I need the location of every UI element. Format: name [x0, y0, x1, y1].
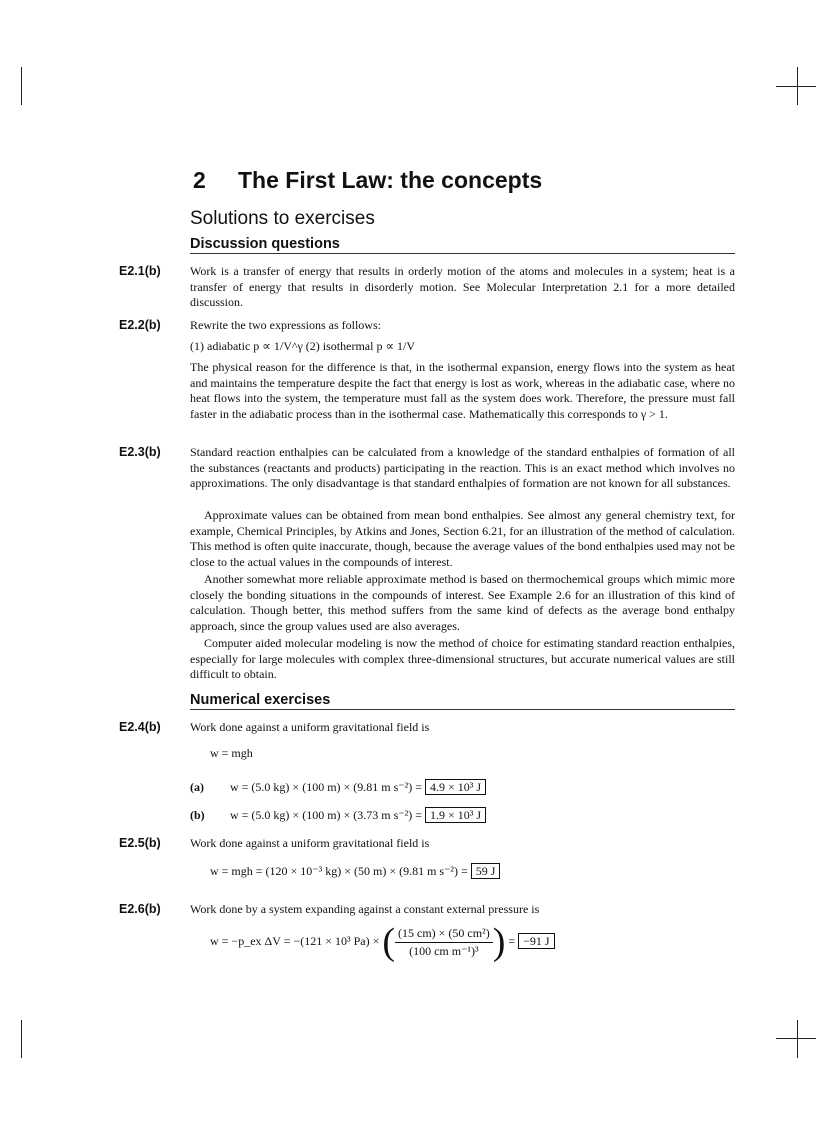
equation-lhs: w = (5.0 kg) × (100 m) × (9.81 m s⁻²) = [230, 780, 422, 794]
result-box: −91 J [518, 933, 554, 949]
exercise-label: E2.2(b) [119, 318, 161, 332]
crop-mark [797, 1020, 798, 1058]
fraction-numerator: (15 cm) × (50 cm²) [395, 926, 493, 943]
page-subtitle: Solutions to exercises [190, 208, 375, 229]
equation-label: (a) [190, 780, 204, 794]
exercise-paragraph: Standard reaction enthalpies can be calculated from a knowledge of the standard enthalpies of formation of all the substances (reactants and products) participating in the reaction. This is an exact method which involves no approximations. The only disadvantage is that standard enthalpies of formation are not known for all substances. [190, 445, 735, 491]
exercise-label: E2.5(b) [119, 836, 161, 850]
equation [230, 808, 486, 823]
equation-lhs: w = mgh = (120 × 10⁻³ kg) × (50 m) × (9.81 m s⁻²) = [210, 864, 468, 878]
chapter-number: 2 [193, 167, 206, 193]
crop-mark [21, 1020, 22, 1058]
exercise-text: The physical reason for the difference is that, in the isothermal expansion, energy flows into the system as heat and maintains the temperature despite the fact that energy is lost as work, whereas in the adiabatic case, where no heat flows into the system, the temperature must fall as the system does work. Therefore, the pressure must fall faster in the adiabatic process than in the isothermal case. Mathematically this corresponds to γ > 1. [190, 360, 735, 421]
exercise-text: Rewrite the two expressions as follows: [190, 318, 381, 332]
equation-label: (b) [190, 808, 205, 822]
exercise-label: E2.1(b) [119, 264, 161, 278]
chapter-heading [193, 167, 542, 194]
exercise-paragraph: Another somewhat more reliable approximate method is based on thermochemical groups which mimic more closely the bonding situations in the compounds of interest. See Example 2.6 for an illustration of this kind of calculation. Though better, this method suffers from the same kind of defects as the average bond enthalpy approach, since the group values used are also averages. [190, 572, 735, 633]
equation: w = mgh [210, 746, 253, 760]
equals-sign: = [508, 933, 516, 948]
exercise-label: E2.6(b) [119, 902, 161, 916]
equation-lhs: w = (5.0 kg) × (100 m) × (3.73 m s⁻²) = [230, 808, 422, 822]
exercise-label: E2.4(b) [119, 720, 161, 734]
exercise-text: Work is a transfer of energy that results in orderly motion of the atoms and molecules in a system; heat is a transfer of energy that results in disorderly motion. See Molecular Interpretation 2.1 for a more detailed discussion. [190, 264, 735, 310]
fraction-denominator: (100 cm m⁻¹)³ [409, 943, 479, 958]
exercise-text: Work done against a uniform gravitational field is [190, 836, 430, 850]
crop-mark [21, 67, 22, 105]
exercise-paragraph: Approximate values can be obtained from mean bond enthalpies. See almost any general chemistry text, for example, Chemical Principles, by Atkins and Jones, Section 6.21, for an illustration of the method of calculation. This method is often quite inaccurate, though, because the average values of the bond enthalpies used may not be close to the actual values in the compounds of interest. [190, 508, 735, 569]
chapter-title: The First Law: the concepts [238, 167, 543, 193]
equation [210, 864, 500, 879]
exercise-paragraph: Computer aided molecular modeling is now the method of choice for estimating standard reaction enthalpies, especially for large molecules with complex three-dimensional structures, but accurate numerical values are still difficult to obtain. [190, 636, 735, 682]
crop-mark [776, 1038, 816, 1039]
crop-mark [797, 67, 798, 105]
exercise-expression: (1) adiabatic p ∝ 1/V^γ (2) isothermal p ∝ 1/V [190, 339, 416, 353]
fraction [395, 926, 493, 959]
left-paren-icon: ( [382, 921, 396, 963]
result-box: 59 J [471, 863, 501, 879]
result-box: 1.9 × 10³ J [425, 807, 486, 823]
crop-mark [776, 86, 816, 87]
equation-lhs: w = −p_ex ΔV = −(121 × 10³ Pa) × [210, 933, 380, 948]
right-paren-icon: ) [492, 921, 506, 963]
result-box: 4.9 × 10³ J [425, 779, 486, 795]
equation [230, 780, 486, 795]
exercise-text: Work done by a system expanding against a constant external pressure is [190, 902, 540, 916]
section-discussion-heading: Discussion questions [190, 236, 735, 254]
section-numerical-heading: Numerical exercises [190, 692, 735, 710]
exercise-text: Work done against a uniform gravitational field is [190, 720, 430, 734]
exercise-label: E2.3(b) [119, 445, 161, 459]
equation [210, 920, 555, 964]
